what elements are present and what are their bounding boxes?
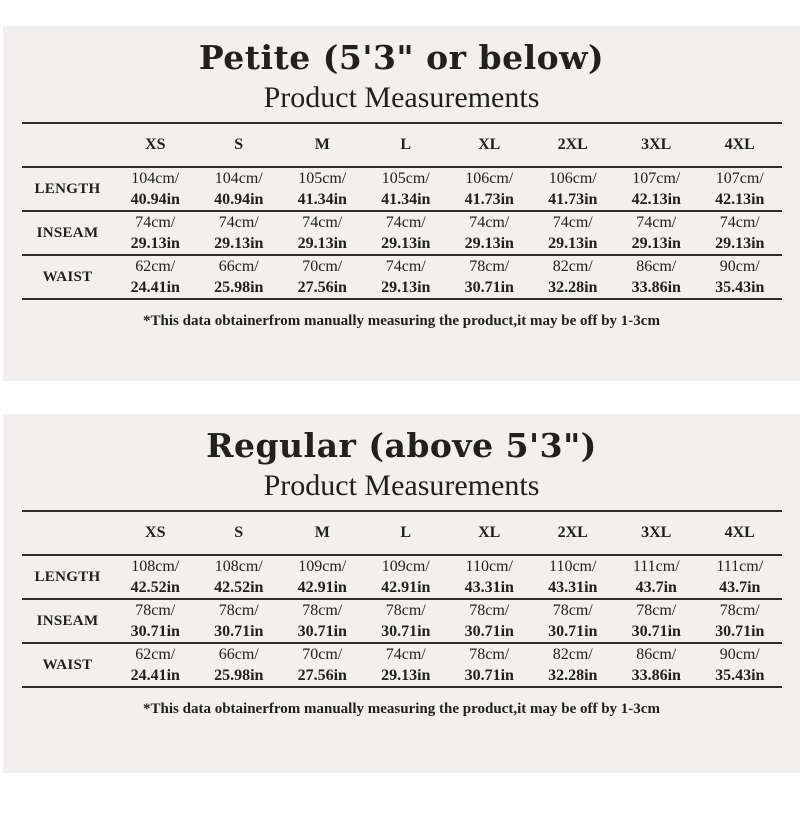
- measurement-cm-value: 78cm/: [135, 602, 176, 619]
- measurement-in-value: 42.91in: [381, 579, 431, 596]
- measurement-in-value: 27.56in: [297, 667, 347, 684]
- measurement-row-label: INSEAM: [36, 612, 99, 629]
- measurement-cell: [281, 255, 365, 299]
- measurement-cm-value: 111cm/: [632, 558, 680, 575]
- measurement-cm-value: 111cm/: [716, 558, 764, 575]
- size-column-header: S: [234, 524, 244, 541]
- measurement-in-value: 27.56in: [297, 279, 347, 296]
- measurement-in-value: 30.71in: [464, 667, 514, 684]
- measurement-cell: [281, 167, 365, 211]
- measurement-cell: [698, 599, 782, 643]
- measurement-cm-value: 78cm/: [469, 258, 510, 275]
- measurement-cm-value: 74cm/: [385, 646, 426, 663]
- measurement-row-label: WAIST: [42, 268, 93, 285]
- measurement-cell: [531, 599, 615, 643]
- measurement-cm-value: 107cm/: [715, 170, 764, 187]
- measurement-cell: [615, 599, 699, 643]
- measurement-cell: [114, 643, 198, 687]
- measurement-cm-value: 66cm/: [218, 646, 259, 663]
- measurement-in-value: 30.71in: [631, 623, 681, 640]
- measurement-cell: [615, 555, 699, 599]
- measurement-row: [22, 211, 782, 255]
- measurement-row: [22, 255, 782, 299]
- measurement-in-value: 43.31in: [464, 579, 514, 596]
- measurement-cell: [114, 599, 198, 643]
- measurement-cell: [615, 167, 699, 211]
- size-column-header: 2XL: [557, 136, 588, 153]
- measurement-cell: [364, 255, 448, 299]
- header-spacer-cell: [22, 123, 114, 167]
- measurement-cm-value: 82cm/: [552, 258, 593, 275]
- size-column-header: 3XL: [641, 136, 672, 153]
- size-column-header: 4XL: [724, 524, 755, 541]
- section-title-petite: Petite (5'3" or below): [198, 38, 605, 77]
- measurement-cell: [114, 255, 198, 299]
- measurement-cm-value: 74cm/: [135, 214, 176, 231]
- size-column-header: XL: [478, 524, 501, 541]
- size-column-header: S: [234, 136, 244, 153]
- measurement-in-value: 29.13in: [631, 235, 681, 252]
- measurement-in-value: 24.41in: [130, 279, 180, 296]
- size-column-header: L: [400, 524, 412, 541]
- measurement-row: [22, 555, 782, 599]
- measurement-row-label: INSEAM: [36, 224, 99, 241]
- measurement-cell: [448, 167, 532, 211]
- measurement-cell: [364, 643, 448, 687]
- measurement-in-value: 33.86in: [631, 667, 681, 684]
- measurement-cm-value: 70cm/: [302, 646, 343, 663]
- size-column-header: 2XL: [557, 524, 588, 541]
- measurement-in-value: 41.73in: [548, 191, 598, 208]
- measurement-cm-value: 110cm/: [549, 558, 597, 575]
- measurement-in-value: 40.94in: [130, 191, 180, 208]
- section-subtitle: Product Measurements: [263, 81, 540, 114]
- size-column-header: XL: [478, 136, 501, 153]
- measurement-cell: [698, 211, 782, 255]
- measurement-in-value: 43.31in: [548, 579, 598, 596]
- measurement-cm-value: 105cm/: [381, 170, 430, 187]
- measurement-cell: [364, 211, 448, 255]
- measurement-cm-value: 62cm/: [135, 646, 176, 663]
- measurement-cell: [698, 643, 782, 687]
- measurement-in-value: 30.71in: [297, 623, 347, 640]
- measurement-in-value: 25.98in: [214, 279, 264, 296]
- measurement-cm-value: 70cm/: [302, 258, 343, 275]
- header-spacer-cell: [22, 511, 114, 555]
- measurement-cm-value: 78cm/: [469, 602, 510, 619]
- measurement-in-value: 33.86in: [631, 279, 681, 296]
- measurement-cm-value: 74cm/: [385, 214, 426, 231]
- measurement-in-value: 32.28in: [548, 667, 598, 684]
- measurement-cell: [281, 211, 365, 255]
- measurement-cell: [698, 555, 782, 599]
- measurement-cell: [364, 599, 448, 643]
- measurement-disclaimer: *This data obtainerfrom manually measuring the product,it may be off by 1-3cm: [143, 701, 660, 717]
- measurement-cell: [197, 167, 281, 211]
- measurement-cell: [615, 643, 699, 687]
- measurement-cm-value: 78cm/: [302, 602, 343, 619]
- size-column-header: XS: [145, 524, 166, 541]
- measurement-in-value: 29.13in: [381, 279, 431, 296]
- measurement-in-value: 40.94in: [214, 191, 264, 208]
- measurement-cell: [281, 599, 365, 643]
- measurement-cell: [448, 643, 532, 687]
- measurement-cm-value: 86cm/: [636, 646, 677, 663]
- measurement-cm-value: 66cm/: [218, 258, 259, 275]
- measurement-row-label: WAIST: [42, 656, 93, 673]
- regular-section: [3, 414, 800, 773]
- measurement-cm-value: 109cm/: [381, 558, 430, 575]
- measurement-cm-value: 74cm/: [552, 214, 593, 231]
- measurement-in-value: 29.13in: [548, 235, 598, 252]
- measurement-cm-value: 105cm/: [298, 170, 347, 187]
- measurement-cell: [197, 211, 281, 255]
- petite-measurements-table: [22, 122, 782, 300]
- petite-section: [3, 26, 800, 381]
- measurement-disclaimer: *This data obtainerfrom manually measuring the product,it may be off by 1-3cm: [143, 313, 660, 329]
- size-column-header: M: [314, 524, 330, 541]
- measurement-cm-value: 104cm/: [131, 170, 180, 187]
- measurement-cell: [114, 555, 198, 599]
- measurement-cell: [698, 167, 782, 211]
- measurement-in-value: 29.13in: [130, 235, 180, 252]
- measurement-cell: [197, 599, 281, 643]
- measurement-in-value: 30.71in: [214, 623, 264, 640]
- measurement-cell: [531, 211, 615, 255]
- measurement-cm-value: 90cm/: [719, 646, 760, 663]
- measurement-cell: [448, 255, 532, 299]
- measurement-row: [22, 643, 782, 687]
- measurement-in-value: 41.34in: [297, 191, 347, 208]
- size-column-header: M: [314, 136, 330, 153]
- measurement-cm-value: 104cm/: [214, 170, 263, 187]
- measurement-cm-value: 78cm/: [636, 602, 677, 619]
- measurement-row-label: LENGTH: [34, 568, 101, 585]
- measurement-in-value: 35.43in: [715, 279, 765, 296]
- measurement-cm-value: 74cm/: [469, 214, 510, 231]
- measurement-in-value: 29.13in: [381, 235, 431, 252]
- measurement-cm-value: 78cm/: [469, 646, 510, 663]
- measurement-cm-value: 110cm/: [465, 558, 513, 575]
- measurement-cm-value: 74cm/: [385, 258, 426, 275]
- measurement-cm-value: 78cm/: [552, 602, 593, 619]
- measurement-cell: [615, 211, 699, 255]
- measurement-cm-value: 74cm/: [719, 214, 760, 231]
- measurement-in-value: 30.71in: [130, 623, 180, 640]
- size-header-row: [22, 123, 782, 167]
- measurement-in-value: 42.52in: [130, 579, 180, 596]
- measurement-in-value: 29.13in: [715, 235, 765, 252]
- measurement-in-value: 30.71in: [464, 279, 514, 296]
- measurement-cell: [114, 167, 198, 211]
- measurement-in-value: 43.7in: [635, 579, 677, 596]
- measurement-in-value: 43.7in: [719, 579, 761, 596]
- measurement-in-value: 29.13in: [214, 235, 264, 252]
- measurement-in-value: 35.43in: [715, 667, 765, 684]
- measurement-in-value: 32.28in: [548, 279, 598, 296]
- measurement-cm-value: 109cm/: [298, 558, 347, 575]
- measurement-cm-value: 106cm/: [465, 170, 514, 187]
- measurement-in-value: 30.71in: [381, 623, 431, 640]
- measurement-cell: [281, 643, 365, 687]
- section-subtitle: Product Measurements: [263, 469, 540, 502]
- measurement-cm-value: 86cm/: [636, 258, 677, 275]
- measurement-cell: [364, 555, 448, 599]
- measurement-cm-value: 74cm/: [636, 214, 677, 231]
- measurement-cm-value: 82cm/: [552, 646, 593, 663]
- measurement-in-value: 29.13in: [464, 235, 514, 252]
- measurement-cell: [531, 255, 615, 299]
- regular-measurements-table: [22, 510, 782, 688]
- measurement-cell: [531, 167, 615, 211]
- measurement-cm-value: 74cm/: [218, 214, 259, 231]
- measurement-cell: [448, 555, 532, 599]
- measurement-row: [22, 167, 782, 211]
- measurement-cell: [364, 167, 448, 211]
- measurement-cm-value: 90cm/: [719, 258, 760, 275]
- measurement-in-value: 42.13in: [631, 191, 681, 208]
- measurement-in-value: 29.13in: [297, 235, 347, 252]
- measurement-cell: [531, 555, 615, 599]
- measurement-in-value: 42.91in: [297, 579, 347, 596]
- measurement-in-value: 42.52in: [214, 579, 264, 596]
- measurement-cm-value: 78cm/: [385, 602, 426, 619]
- measurement-cm-value: 108cm/: [214, 558, 263, 575]
- measurement-cm-value: 106cm/: [548, 170, 597, 187]
- section-title-regular: Regular (above 5'3"): [206, 426, 597, 465]
- measurement-cell: [698, 255, 782, 299]
- size-chart-page: [0, 26, 800, 773]
- measurement-cm-value: 74cm/: [302, 214, 343, 231]
- measurement-cm-value: 78cm/: [719, 602, 760, 619]
- measurement-row-label: LENGTH: [34, 180, 101, 197]
- size-header-row: [22, 511, 782, 555]
- measurement-in-value: 41.73in: [464, 191, 514, 208]
- size-column-header: 3XL: [641, 524, 672, 541]
- size-column-header: 4XL: [724, 136, 755, 153]
- measurement-cm-value: 108cm/: [131, 558, 180, 575]
- measurement-cell: [281, 555, 365, 599]
- measurement-in-value: 30.71in: [548, 623, 598, 640]
- measurement-in-value: 30.71in: [464, 623, 514, 640]
- measurement-cm-value: 62cm/: [135, 258, 176, 275]
- measurement-cm-value: 78cm/: [218, 602, 259, 619]
- measurement-cell: [448, 599, 532, 643]
- measurement-in-value: 25.98in: [214, 667, 264, 684]
- measurement-cell: [448, 211, 532, 255]
- measurement-cell: [197, 255, 281, 299]
- measurement-cell: [615, 255, 699, 299]
- measurement-in-value: 41.34in: [381, 191, 431, 208]
- measurement-cell: [197, 643, 281, 687]
- measurement-row: [22, 599, 782, 643]
- measurement-cell: [114, 211, 198, 255]
- measurement-in-value: 42.13in: [715, 191, 765, 208]
- measurement-cell: [197, 555, 281, 599]
- measurement-cm-value: 107cm/: [632, 170, 681, 187]
- measurement-in-value: 24.41in: [130, 667, 180, 684]
- measurement-in-value: 29.13in: [381, 667, 431, 684]
- measurement-in-value: 30.71in: [715, 623, 765, 640]
- measurement-cell: [531, 643, 615, 687]
- size-column-header: XS: [145, 136, 166, 153]
- size-column-header: L: [400, 136, 412, 153]
